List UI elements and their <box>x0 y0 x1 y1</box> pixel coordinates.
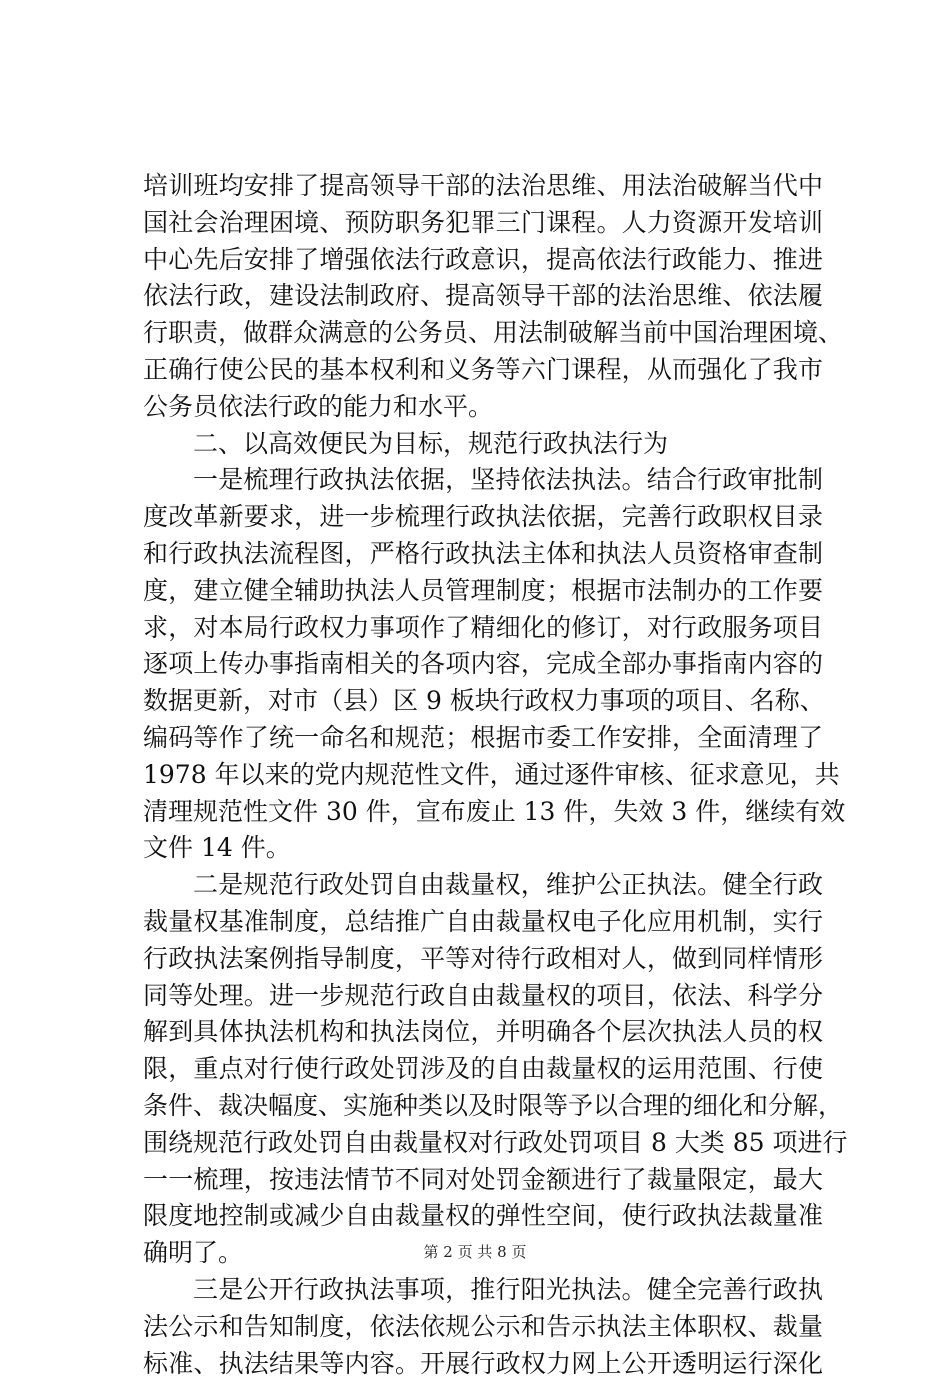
text-line: 国社会治理困境、预防职务犯罪三门课程。人力资源开发培训 <box>143 205 823 242</box>
text-line: 三是公开行政执法事项，推行阳光执法。健全完善行政执 <box>143 1272 823 1309</box>
text-line: 逐项上传办事指南相关的各项内容，完成全部办事指南内容的 <box>143 646 823 683</box>
text-line: 一一梳理，按违法情节不同对处罚金额进行了裁量限定，最大 <box>143 1162 823 1199</box>
text-line: 限度地控制或减少自由裁量权的弹性空间，使行政执法裁量准 <box>143 1198 823 1235</box>
text-line: 数据更新，对市（县）区 9 板块行政权力事项的项目、名称、 <box>143 683 823 720</box>
text-line: 培训班均安排了提高领导干部的法治思维、用法治破解当代中 <box>143 168 823 205</box>
page-footer: 第 2 页 共 8 页 <box>0 1241 950 1262</box>
text-line: 同等处理。进一步规范行政自由裁量权的项目，依法、科学分 <box>143 978 823 1015</box>
text-line: 二、以高效便民为目标，规范行政执法行为 <box>143 426 823 463</box>
text-line: 确明了。 <box>143 1235 823 1272</box>
text-line: 度改革新要求，进一步梳理行政执法依据，完善行政职权目录 <box>143 499 823 536</box>
text-line: 度，建立健全辅助执法人员管理制度；根据市法制办的工作要 <box>143 573 823 610</box>
text-line: 文件 14 件。 <box>143 830 823 867</box>
text-line: 裁量权基准制度，总结推广自由裁量权电子化应用机制，实行 <box>143 904 823 941</box>
text-line: 公务员依法行政的能力和水平。 <box>143 389 823 426</box>
body-text <box>143 168 823 1382</box>
text-line: 标准、执法结果等内容。开展行政权力网上公开透明运行深化 <box>143 1346 823 1382</box>
text-line: 行政执法案例指导制度，平等对待行政相对人，做到同样情形 <box>143 941 823 978</box>
text-line: 编码等作了统一命名和规范；根据市委工作安排，全面清理了 <box>143 720 823 757</box>
text-line: 1978 年以来的党内规范性文件，通过逐件审核、征求意见，共 <box>143 757 823 794</box>
text-line: 中心先后安排了增强依法行政意识，提高依法行政能力、推进 <box>143 242 823 279</box>
text-line: 围绕规范行政处罚自由裁量权对行政处罚项目 8 大类 85 项进行 <box>143 1125 823 1162</box>
text-line: 限，重点对行使行政处罚涉及的自由裁量权的运用范围、行使 <box>143 1051 823 1088</box>
text-line: 条件、裁决幅度、实施种类以及时限等予以合理的细化和分解， <box>143 1088 823 1125</box>
text-line: 依法行政，建设法制政府、提高领导干部的法治思维、依法履 <box>143 278 823 315</box>
text-line: 清理规范性文件 30 件，宣布废止 13 件，失效 3 件，继续有效 <box>143 794 823 831</box>
text-line: 解到具体执法机构和执法岗位，并明确各个层次执法人员的权 <box>143 1014 823 1051</box>
text-line: 一是梳理行政执法依据，坚持依法执法。结合行政审批制 <box>143 462 823 499</box>
text-line: 求，对本局行政权力事项作了精细化的修订，对行政服务项目 <box>143 610 823 647</box>
text-line: 正确行使公民的基本权利和义务等六门课程，从而强化了我市 <box>143 352 823 389</box>
text-line: 二是规范行政处罚自由裁量权，维护公正执法。健全行政 <box>143 867 823 904</box>
text-line: 和行政执法流程图，严格行政执法主体和执法人员资格审查制 <box>143 536 823 573</box>
text-line: 法公示和告知制度，依法依规公示和告示执法主体职权、裁量 <box>143 1309 823 1346</box>
text-line: 行职责，做群众满意的公务员、用法制破解当前中国治理困境、 <box>143 315 823 352</box>
